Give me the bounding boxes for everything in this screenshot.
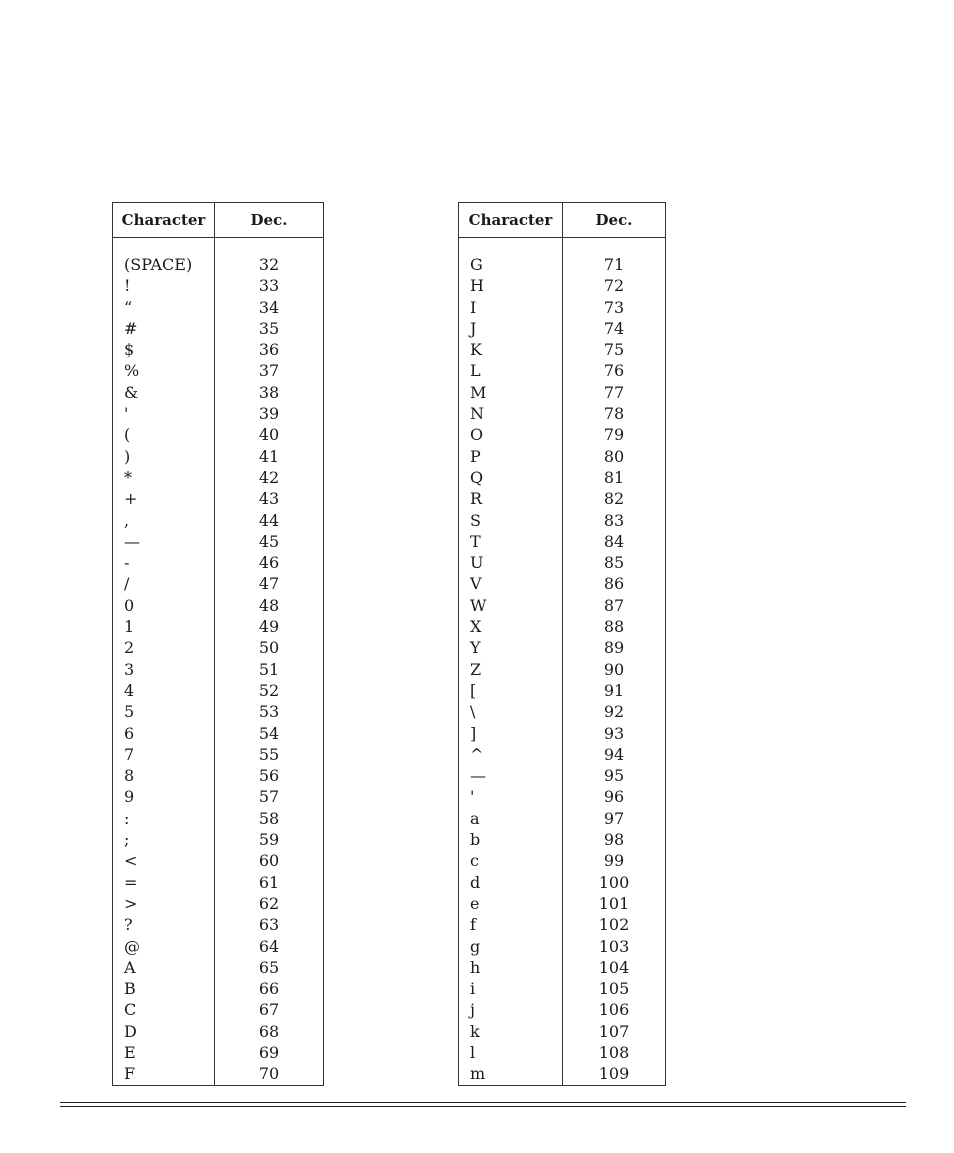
character-cell: W xyxy=(459,595,563,616)
character-cell: Z xyxy=(459,659,563,680)
table-row xyxy=(113,957,324,978)
decimal-cell: 81 xyxy=(603,467,625,487)
table-row xyxy=(113,1042,324,1063)
table-row xyxy=(113,936,324,957)
footer-rule-bottom xyxy=(60,1106,906,1107)
decimal-cell: 58 xyxy=(258,808,280,828)
table-row xyxy=(459,531,666,552)
table-row xyxy=(113,1063,324,1085)
table-row xyxy=(459,573,666,594)
character-cell: [ xyxy=(459,680,563,701)
decimal-cell: 76 xyxy=(603,361,625,381)
table-row xyxy=(459,659,666,680)
character-cell: 7 xyxy=(113,744,215,765)
table-row xyxy=(459,893,666,914)
character-cell: & xyxy=(113,382,215,403)
decimal-cell: 65 xyxy=(258,957,280,977)
table-row xyxy=(113,872,324,893)
character-cell: K xyxy=(459,339,563,360)
footer-rule-top xyxy=(60,1102,906,1103)
table-row xyxy=(113,360,324,381)
decimal-cell: 99 xyxy=(603,851,625,871)
character-cell: h xyxy=(459,957,563,978)
character-cell: 4 xyxy=(113,680,215,701)
character-cell: Y xyxy=(459,637,563,658)
table-row xyxy=(459,275,666,296)
decimal-cell: 105 xyxy=(598,979,630,999)
character-cell: * xyxy=(113,467,215,488)
decimal-cell: 57 xyxy=(258,787,280,807)
table-spacer-row xyxy=(113,238,324,255)
character-cell: b xyxy=(459,829,563,850)
table-spacer-row xyxy=(459,238,666,255)
table-row xyxy=(113,467,324,488)
table-row xyxy=(459,1063,666,1085)
decimal-cell: 95 xyxy=(603,766,625,786)
decimal-cell: 103 xyxy=(598,936,630,956)
decimal-cell: 61 xyxy=(258,872,280,892)
character-cell: j xyxy=(459,999,563,1020)
character-cell: l xyxy=(459,1042,563,1063)
character-cell: G xyxy=(459,254,563,275)
decimal-cell: 37 xyxy=(258,361,280,381)
character-cell: = xyxy=(113,872,215,893)
table-row xyxy=(113,893,324,914)
decimal-cell: 34 xyxy=(258,297,280,317)
character-cell: : xyxy=(113,808,215,829)
character-cell: 0 xyxy=(113,595,215,616)
decimal-cell: 54 xyxy=(258,723,280,743)
table-row xyxy=(459,829,666,850)
table-row xyxy=(459,680,666,701)
character-cell: F xyxy=(113,1063,215,1085)
decimal-cell: 59 xyxy=(258,830,280,850)
character-cell: L xyxy=(459,360,563,381)
table-row xyxy=(459,424,666,445)
decimal-cell: 106 xyxy=(598,1000,630,1020)
decimal-cell: 82 xyxy=(603,489,625,509)
character-cell: I xyxy=(459,297,563,318)
decimal-cell: 78 xyxy=(603,404,625,424)
table-row xyxy=(459,360,666,381)
character-cell: # xyxy=(113,318,215,339)
table-row xyxy=(459,552,666,573)
decimal-cell: 84 xyxy=(603,531,625,551)
table-row xyxy=(113,595,324,616)
table-row xyxy=(113,637,324,658)
decimal-cell: 36 xyxy=(258,340,280,360)
ascii-table-right xyxy=(458,202,666,1086)
table-row xyxy=(113,659,324,680)
character-column-header: Character xyxy=(459,203,563,238)
decimal-cell: 62 xyxy=(258,893,280,913)
decimal-cell: 43 xyxy=(258,489,280,509)
decimal-cell: 38 xyxy=(258,382,280,402)
character-cell: A xyxy=(113,957,215,978)
character-cell: ' xyxy=(459,786,563,807)
decimal-cell: 45 xyxy=(258,531,280,551)
character-cell: a xyxy=(459,808,563,829)
table-row xyxy=(113,297,324,318)
decimal-cell: 100 xyxy=(598,872,630,892)
table-row xyxy=(113,999,324,1020)
decimal-cell: 90 xyxy=(603,659,625,679)
decimal-cell: 93 xyxy=(603,723,625,743)
decimal-cell: 41 xyxy=(258,446,280,466)
table-row xyxy=(113,701,324,722)
decimal-cell: 98 xyxy=(603,830,625,850)
character-cell: 3 xyxy=(113,659,215,680)
table-row xyxy=(459,1042,666,1063)
decimal-cell: 70 xyxy=(258,1064,280,1084)
table-row xyxy=(459,297,666,318)
decimal-cell: 60 xyxy=(258,851,280,871)
decimal-cell: 109 xyxy=(598,1064,630,1084)
table-row xyxy=(459,403,666,424)
decimal-cell: 86 xyxy=(603,574,625,594)
decimal-cell: 46 xyxy=(258,553,280,573)
character-cell: > xyxy=(113,893,215,914)
character-cell: M xyxy=(459,382,563,403)
character-cell: ? xyxy=(113,914,215,935)
decimal-cell: 63 xyxy=(258,915,280,935)
decimal-cell: 39 xyxy=(258,404,280,424)
character-cell: - xyxy=(113,552,215,573)
decimal-cell: 56 xyxy=(258,766,280,786)
character-cell: J xyxy=(459,318,563,339)
table-body xyxy=(459,238,666,1086)
table-row xyxy=(459,446,666,467)
character-cell: e xyxy=(459,893,563,914)
character-cell: P xyxy=(459,446,563,467)
table-row xyxy=(459,701,666,722)
table-row xyxy=(113,424,324,445)
decimal-cell: 47 xyxy=(258,574,280,594)
decimal-cell: 51 xyxy=(258,659,280,679)
character-cell: “ xyxy=(113,297,215,318)
decimal-cell: 73 xyxy=(603,297,625,317)
character-cell: ! xyxy=(113,275,215,296)
table-row xyxy=(113,786,324,807)
decimal-column-header: Dec. xyxy=(563,203,666,238)
decimal-cell: 69 xyxy=(258,1042,280,1062)
character-cell: — xyxy=(459,765,563,786)
decimal-cell: 74 xyxy=(603,318,625,338)
table-row xyxy=(113,765,324,786)
table-row xyxy=(113,339,324,360)
character-cell: g xyxy=(459,936,563,957)
table-row xyxy=(459,744,666,765)
table-header-row xyxy=(113,203,324,238)
character-column-header: Character xyxy=(113,203,215,238)
table-row xyxy=(459,914,666,935)
table-row xyxy=(113,510,324,531)
table-row xyxy=(113,914,324,935)
decimal-cell: 94 xyxy=(603,744,625,764)
table-row xyxy=(113,850,324,871)
character-cell: d xyxy=(459,872,563,893)
decimal-cell: 88 xyxy=(603,617,625,637)
table-row xyxy=(113,382,324,403)
character-cell: ; xyxy=(113,829,215,850)
character-cell: (SPACE) xyxy=(113,254,215,275)
decimal-cell: 101 xyxy=(598,893,630,913)
decimal-cell: 53 xyxy=(258,702,280,722)
table-row xyxy=(113,318,324,339)
table-row xyxy=(459,808,666,829)
table-row xyxy=(113,829,324,850)
table-row xyxy=(113,616,324,637)
decimal-cell: 79 xyxy=(603,425,625,445)
character-cell: X xyxy=(459,616,563,637)
character-cell: B xyxy=(113,978,215,999)
character-cell: — xyxy=(113,531,215,552)
decimal-cell: 33 xyxy=(258,276,280,296)
table-row xyxy=(113,446,324,467)
character-cell: C xyxy=(113,999,215,1020)
table-row xyxy=(113,552,324,573)
character-cell: U xyxy=(459,552,563,573)
character-cell: 2 xyxy=(113,637,215,658)
decimal-cell: 96 xyxy=(603,787,625,807)
table-row xyxy=(113,275,324,296)
decimal-cell: 44 xyxy=(258,510,280,530)
decimal-cell: 48 xyxy=(258,595,280,615)
character-cell: ' xyxy=(113,403,215,424)
character-cell: + xyxy=(113,488,215,509)
character-cell: 1 xyxy=(113,616,215,637)
table-row xyxy=(113,254,324,275)
character-cell: 5 xyxy=(113,701,215,722)
decimal-cell: 40 xyxy=(258,425,280,445)
character-cell: ) xyxy=(113,446,215,467)
decimal-cell: 52 xyxy=(258,680,280,700)
decimal-cell: 107 xyxy=(598,1021,630,1041)
character-cell: % xyxy=(113,360,215,381)
decimal-cell: 67 xyxy=(258,1000,280,1020)
table-row xyxy=(459,872,666,893)
decimal-cell: 68 xyxy=(258,1021,280,1041)
character-cell: N xyxy=(459,403,563,424)
character-cell: , xyxy=(113,510,215,531)
decimal-column-header: Dec. xyxy=(215,203,324,238)
decimal-cell: 91 xyxy=(603,680,625,700)
character-cell: \ xyxy=(459,701,563,722)
character-cell: m xyxy=(459,1063,563,1085)
table-row xyxy=(113,1021,324,1042)
character-cell: ^ xyxy=(459,744,563,765)
table-header-row xyxy=(459,203,666,238)
character-cell: H xyxy=(459,275,563,296)
decimal-cell: 71 xyxy=(603,255,625,274)
character-cell: 8 xyxy=(113,765,215,786)
table-row xyxy=(459,382,666,403)
table-row xyxy=(459,936,666,957)
table-row xyxy=(459,957,666,978)
decimal-cell: 85 xyxy=(603,553,625,573)
table-row xyxy=(113,978,324,999)
decimal-cell: 92 xyxy=(603,702,625,722)
decimal-cell: 32 xyxy=(258,255,280,274)
character-cell: c xyxy=(459,850,563,871)
decimal-cell: 89 xyxy=(603,638,625,658)
character-cell: S xyxy=(459,510,563,531)
table-row xyxy=(113,723,324,744)
table-row xyxy=(459,510,666,531)
table-row xyxy=(113,680,324,701)
table-row xyxy=(459,595,666,616)
decimal-cell: 72 xyxy=(603,276,625,296)
decimal-cell: 77 xyxy=(603,382,625,402)
decimal-cell: 83 xyxy=(603,510,625,530)
decimal-cell: 66 xyxy=(258,979,280,999)
character-cell: ( xyxy=(113,424,215,445)
character-cell: $ xyxy=(113,339,215,360)
decimal-cell: 50 xyxy=(258,638,280,658)
decimal-cell: 80 xyxy=(603,446,625,466)
character-cell: k xyxy=(459,1021,563,1042)
table-row xyxy=(459,637,666,658)
table-row xyxy=(113,744,324,765)
decimal-cell: 64 xyxy=(258,936,280,956)
table-row xyxy=(459,786,666,807)
decimal-cell: 102 xyxy=(598,915,630,935)
character-cell: D xyxy=(113,1021,215,1042)
decimal-cell: 97 xyxy=(603,808,625,828)
character-cell: 6 xyxy=(113,723,215,744)
table-row xyxy=(459,999,666,1020)
character-cell: ] xyxy=(459,723,563,744)
decimal-cell: 75 xyxy=(603,340,625,360)
character-cell: @ xyxy=(113,936,215,957)
decimal-cell: 42 xyxy=(258,467,280,487)
table-row xyxy=(459,318,666,339)
character-cell: E xyxy=(113,1042,215,1063)
ascii-table-left xyxy=(112,202,324,1086)
table-row xyxy=(113,573,324,594)
character-cell: O xyxy=(459,424,563,445)
table-row xyxy=(459,488,666,509)
character-cell: T xyxy=(459,531,563,552)
decimal-cell: 108 xyxy=(598,1042,630,1062)
table-row xyxy=(113,488,324,509)
table-row xyxy=(113,531,324,552)
table-row xyxy=(459,339,666,360)
character-cell: R xyxy=(459,488,563,509)
character-cell: V xyxy=(459,573,563,594)
character-cell: Q xyxy=(459,467,563,488)
decimal-cell: 35 xyxy=(258,318,280,338)
table-row xyxy=(459,1021,666,1042)
table-row xyxy=(113,808,324,829)
table-body xyxy=(113,238,324,1086)
decimal-cell: 49 xyxy=(258,617,280,637)
table-row xyxy=(459,467,666,488)
table-row xyxy=(459,616,666,637)
table-row xyxy=(459,723,666,744)
character-cell: 9 xyxy=(113,786,215,807)
table-row xyxy=(459,765,666,786)
decimal-cell: 87 xyxy=(603,595,625,615)
character-cell: f xyxy=(459,914,563,935)
character-cell: < xyxy=(113,850,215,871)
table-row xyxy=(459,254,666,275)
table-row xyxy=(459,978,666,999)
character-cell: / xyxy=(113,573,215,594)
table-row xyxy=(113,403,324,424)
decimal-cell: 104 xyxy=(598,957,630,977)
decimal-cell: 55 xyxy=(258,744,280,764)
character-cell: i xyxy=(459,978,563,999)
table-row xyxy=(459,850,666,871)
